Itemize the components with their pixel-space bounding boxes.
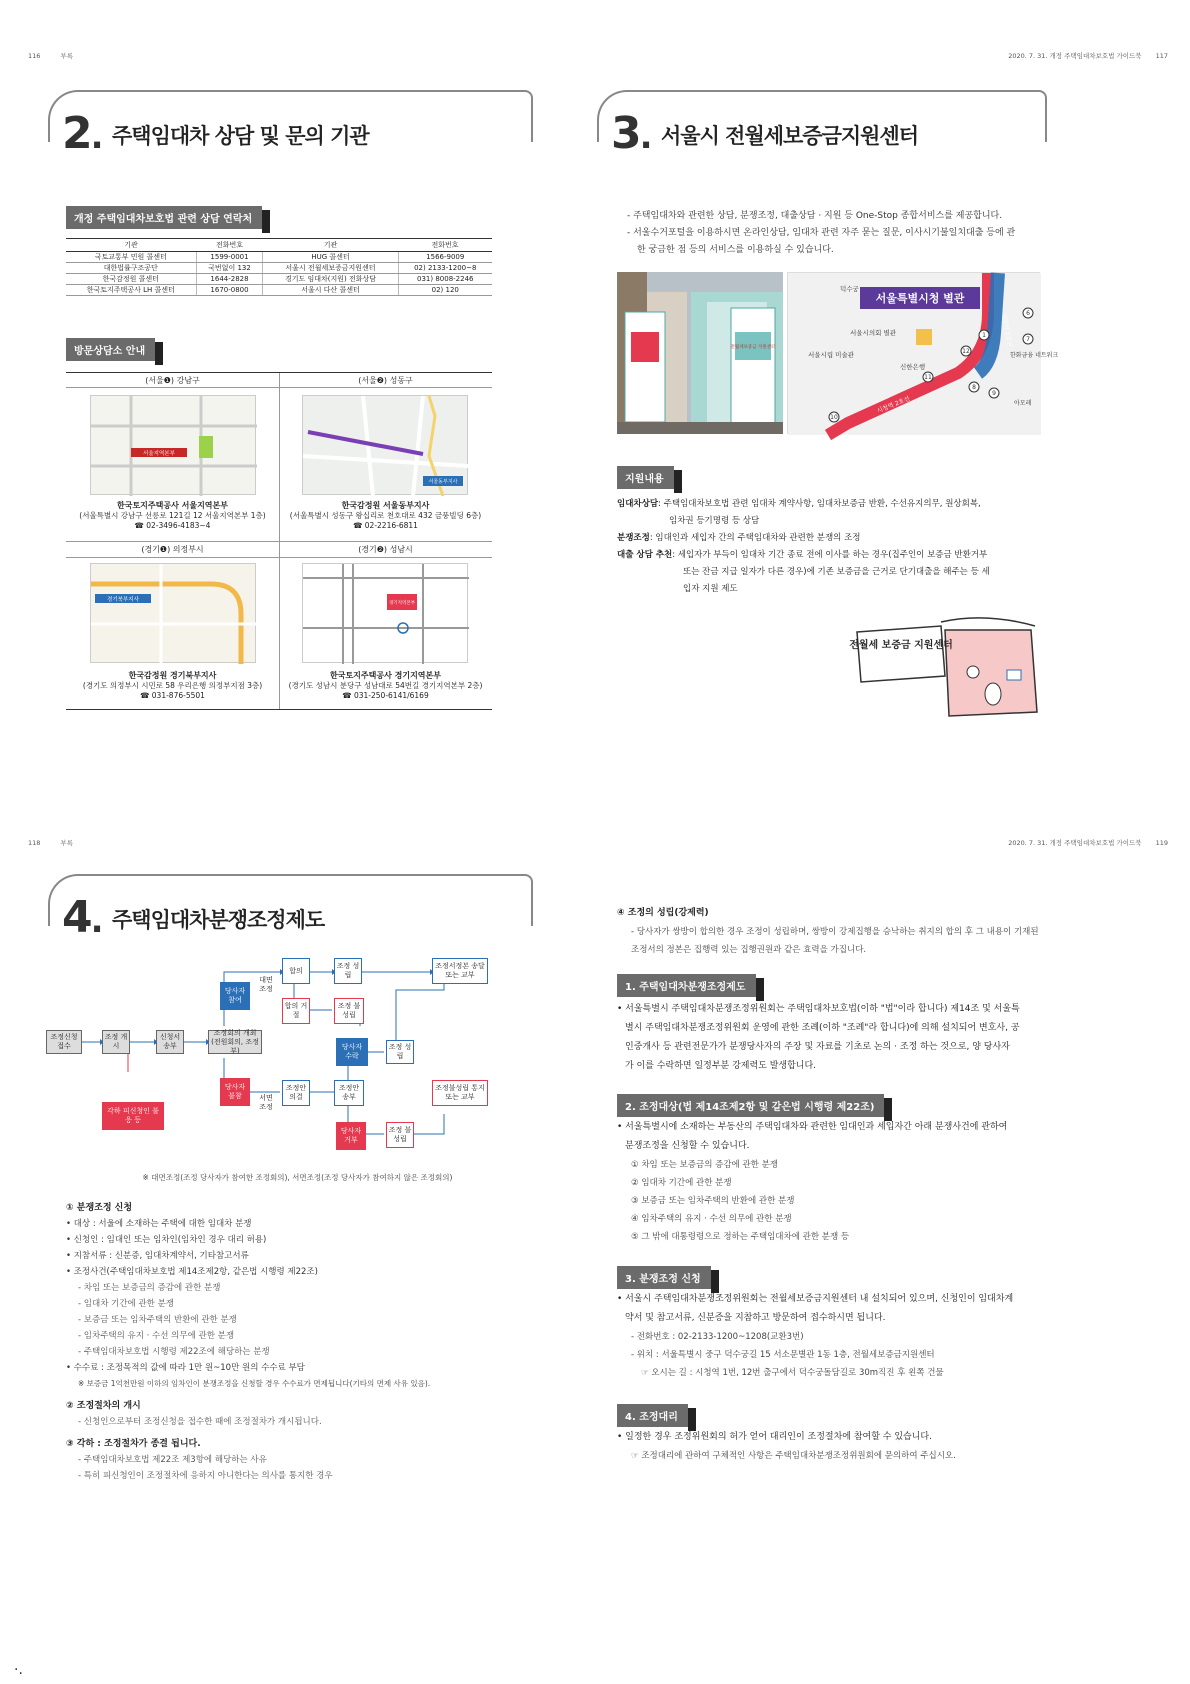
flow-fail1: 조정 불성립: [334, 998, 364, 1024]
map-exit: 9: [992, 390, 996, 397]
flow-party-accept: 당사자 수락: [336, 1038, 368, 1066]
map-exit: 1: [982, 332, 986, 339]
flow-party-attend: 당사자 참여: [220, 982, 250, 1010]
section-number: 2.: [62, 108, 102, 159]
flow-start2: 조정 개시: [102, 1030, 130, 1054]
flow-face: 대면 조정: [259, 976, 273, 993]
page-116: [0, 0, 595, 842]
sec3-intro: - 주택임대차와 관련한 상담, 분쟁조정, 대출상담 · 지원 등 One-Stop 종합서비스를 제공합니다. - 서울수거포털을 이용하시면 온라인상담, 임대차 관련 자주 묻는 질문, 이사시기불일치대출 등에 관 한 궁금한 점 등의 서비스를 이용하실 수 있습니다.: [627, 211, 1016, 255]
flow-proposal: 조정안 의결: [282, 1080, 310, 1106]
visit-head-gyeonggi1: (경기❶) 의정부시: [141, 545, 204, 554]
map-seoul1: [90, 395, 256, 495]
support-list: 임대차상담: 주택임대차보호법 관련 임대차 계약사항, 임대차보증금 반환, 수선유지의무, 원상회복, 임차권 등기명령 등 상담 분쟁조정: 임대인과 세입자 간의 주택임대차와 관련한 분쟁의 조정 대출 상담 추천: 세입자가 부득이 임대차 기간 종료 전에 이사를 하는 경우(집주인이 보증금 반환거부 또는 잔금 지급 일자가 다른 경우)에 기존 보증금을 근거로 단기대출을 해주는 등 세 입자 지원 제도: [617, 499, 990, 594]
visit-centers: [66, 372, 492, 710]
item-bullet: • 대상 : 서울에 소재하는 주택에 대한 임대차 분쟁: [66, 1219, 252, 1229]
flow-success2: 조정 성립: [386, 1040, 414, 1064]
corner-mark: ·.: [14, 1662, 23, 1678]
running-header: 2020. 7. 31. 개정 주택임대차보호법 가이드북 119: [1008, 839, 1168, 847]
sub-tag-2: 2. 조정대상(법 제14조제2항 및 같은법 시행령 제22조): [617, 1094, 884, 1117]
item-bullet: • 신청인 : 임대인 또는 임차인(임차인 경우 대리 허용): [66, 1235, 267, 1245]
item-heading: ③ 각하 : 조정절차가 종결 됩니다.: [66, 1439, 201, 1449]
visit-head-seoul1: (서울❶) 강남구: [145, 376, 200, 385]
dispute-flowchart: [44, 954, 504, 1164]
map-place: 덕수궁: [840, 285, 859, 293]
sub2-body: • 서울특별시에 소재하는 부동산의 주택임대차와 관련한 임대인과 세입자간 아래 분쟁사건에 관하여 분쟁조정을 신청할 수 있습니다. ① 차임 또는 보증금의 증감에 관한 분쟁 ② 임대차 기간에 관한 분쟁 ③ 보증금 또는 임차주택의 반환에 관한 분쟁 ④ 임차주택의 유지 · 수선 의무에 관한 분쟁 ⑤ 그 밖에 대통령령으로 정하는 주택임대차에 관한 분쟁 등: [617, 1122, 1008, 1242]
map-exit: 10: [830, 414, 838, 421]
map-exit: 7: [1026, 336, 1030, 343]
flow-start3: 신청서 송부: [156, 1030, 184, 1054]
section-title: 서울시 전월세보증금지원센터: [661, 124, 919, 148]
item-sub: - 특히 피신청인이 조정절차에 응하지 아니한다는 의사를 통지한 경우: [78, 1471, 333, 1481]
map-label-gyeonggi1: 경기북부지사: [107, 597, 139, 603]
map-gyeonggi1: [90, 563, 256, 663]
contacts-tag: 개정 주택임대차보호법 관련 상담 연락처: [66, 206, 262, 229]
item-sub: - 주택임대차보호법 제22조 제3항에 해당하는 사유: [78, 1455, 267, 1465]
sub-tag-4: 4. 조정대리: [617, 1404, 688, 1427]
page-119: [595, 839, 1190, 1684]
map-place: 한화금융 네트워크: [1010, 352, 1059, 359]
item-sub: - 보증금 또는 임차주택의 반환에 관한 분쟁: [78, 1315, 237, 1325]
table-row: 한국토지주택공사 LH 콜센터 1670-0800 서울시 다산 콜센터 02) 120: [66, 285, 492, 296]
flow-note: ※ 대면조정(조정 당사자가 참여한 조정회의), 서면조정(조정 당사자가 참여하지 않은 조정회의): [142, 1173, 453, 1182]
map-exit: 11: [924, 374, 932, 381]
character-illustration: [845, 612, 1045, 720]
flow-written: 서면 조정: [259, 1094, 273, 1111]
item-sub: - 주택임대차보호법 시행령 제22조에 해당하는 분쟁: [78, 1347, 270, 1357]
item-sub: - 신청인으로부터 조정신청을 접수한 때에 조정절차가 개시됩니다.: [78, 1417, 322, 1427]
contacts-table: 기관 전화번호 기관 전화번호 국토교통부 민원 콜센터 1599-0001 HUG 콜센터 1566-9009 대한법률구조공단 국번없이 132 서울시 전월세보증금지원센터 02) 2133-1200~8 한국감정원 콜센터 1644-2828 경기도 임대차(지원) 전화상담 031) 8008-2246 한국토지주택공사 LH 콜센터 1670-0800 서울시 다산 콜센터 02) 120: [66, 238, 492, 296]
map-line: 시청역 1호선: [1000, 312, 1013, 348]
visit-caption-seoul1: 한국토지주택공사 서울지역본부 (서울특별시 강남구 선릉로 121길 12 서울지역본부 1층) ☎ 02-3496-4183~4: [79, 501, 266, 530]
map-exit: 8: [972, 384, 976, 391]
flow-result1: 조정서정본 송달 또는 교부: [432, 958, 488, 984]
item-note: ※ 보증금 1억천만원 이하의 임차인이 분쟁조정을 신청할 경우 수수료가 면제됩니다(기타의 면제 사유 있음).: [78, 1379, 431, 1388]
map-exit: 12: [962, 348, 970, 355]
item-heading: ① 분쟁조정 신청: [66, 1203, 133, 1213]
table-row: 한국감정원 콜센터 1644-2828 경기도 임대차(지원) 전화상담 031) 8008-2246: [66, 274, 492, 285]
flow-start4: 조정회의 개최 (전원회의, 조정부): [208, 1030, 262, 1054]
character-sign-text: 전월세 보증금 지원센터: [849, 640, 953, 651]
sub4-body: • 일정한 경우 조정위원회의 허가 얻어 대리인이 조정절차에 참여할 수 있습니다. ☞ 조정대리에 관하여 구체적인 사항은 주택임대차분쟁조정위원회에 문의하여 주십시오.: [617, 1432, 956, 1461]
flow-agree: 합의: [282, 958, 310, 984]
flow-party-reject: 당사자 거부: [336, 1122, 366, 1150]
running-header: 116 부록: [28, 52, 73, 60]
map-exit: 6: [1026, 310, 1030, 317]
item-heading: ② 조정절차의 개시: [66, 1401, 141, 1411]
section-title: 주택임대차분쟁조정제도: [112, 908, 325, 932]
item4: ④ 조정의 성립(강제력) - 당사자가 쌍방이 합의한 경우 조정이 성립하며, 쌍방이 강제집행을 승낙하는 취지의 합의 후 그 내용이 기재된 조정서의 정본은 집행력 있는 집행권원과 같은 효력을 가집니다.: [617, 908, 1039, 955]
visit-head-gyeonggi2: (경기❷) 성남시: [358, 545, 413, 554]
flow-party-absent: 당사자 불참: [220, 1078, 250, 1106]
item-sub: - 차임 또는 보증금의 증감에 관한 분쟁: [78, 1283, 221, 1293]
map-label-seoul2: 서울동부지사: [428, 479, 458, 485]
page-117: [595, 0, 1190, 842]
sub3-body: • 서울시 주택임대차분쟁조정위원회는 전월세보증금지원센터 내 설치되어 있으며, 신청인이 임대차계 약서 및 참고서류, 신분증을 지참하고 방문하여 접수하시면 됩니다. - 전화번호 : 02-2133-1200~1208(교환3번) - 위치 : 서울특별시 중구 덕수궁길 15 서소문별관 1동 1층, 전월세보증금지원센터 ☞ 오시는 길 : 시청역 1번, 12번 출구에서 덕수궁돌담길로 30m직진 후 왼쪽 건물: [617, 1294, 1014, 1378]
flow-refuse: 합의 거절: [282, 998, 310, 1024]
item-bullet: • 지참서류 : 신분증, 임대차계약서, 기타참고서류: [66, 1251, 249, 1261]
map-line: 시청역 2호선: [876, 395, 911, 415]
support-tag: 지원내용: [617, 466, 674, 489]
map-label-gyeonggi2: 경기지역본부: [388, 601, 416, 606]
location-map: [787, 272, 1059, 434]
section-number: 3.: [611, 108, 651, 159]
map-place: 아모레: [1014, 400, 1032, 407]
section-title: 주택임대차 상담 및 문의 기관: [112, 124, 369, 148]
map-place: 신한은행: [900, 363, 926, 371]
flow-reject-box: 각하 피신청인 불응 등: [102, 1102, 164, 1130]
poster-text: 전월세보증금 지원센터: [730, 345, 776, 350]
item-sub: - 임차주택의 유지 · 수선 의무에 관한 분쟁: [78, 1331, 235, 1341]
visit-tag: 방문상담소 안내: [66, 338, 155, 361]
flow-send: 조정안 송부: [334, 1080, 364, 1106]
visit-caption-gyeonggi2: 한국토지주택공사 경기지역본부 (경기도 성남시 분당구 성남대로 54번길 경기지역본부 2층) ☎ 031-250-6141/6169: [288, 671, 483, 700]
map-title: 서울특별시청 별관: [875, 292, 965, 305]
table-row: 국토교통부 민원 콜센터 1599-0001 HUG 콜센터 1566-9009: [66, 252, 492, 263]
sub1-body: • 서울특별시 주택임대차분쟁조정위원회는 주택임대차보호법(이하 "법"이라 합니다) 제14조 및 서울특 별시 주택임대차분쟁조정위원회 운영에 관한 조례(이하 "조례"라 합니다)에 의해 설치되어 변호사, 공 인중개사 등 관련전문가가 분쟁당사자의 주장 및 자료를 기초로 논의 · 조정 하는 것으로, 양 당사자 가 이를 수락하면 일정부분 강제력도 발생합니다.: [617, 1004, 1020, 1071]
visit-caption-seoul2: 한국감정원 서울동부지사 (서울특별시 성동구 왕십리로 천호대로 432 금풍빌딩 6층) ☎ 02-2216-6811: [289, 501, 482, 530]
flow-fail2: 조정 불성립: [386, 1122, 414, 1148]
map-gyeonggi2: [302, 563, 468, 663]
visit-caption-gyeonggi1: 한국감정원 경기북부지사 (경기도 의정부시 시민로 58 우리은행 의정부지점 3층) ☎ 031-876-5501: [82, 671, 263, 700]
flow-start1: 조정신청 접수: [46, 1030, 82, 1054]
sub-tag-3: 3. 분쟁조정 신청: [617, 1266, 711, 1289]
map-label-seoul1: 서울지역본부: [143, 451, 175, 457]
sec4-body: [66, 1200, 506, 1484]
flow-success1: 조정 성립: [334, 958, 362, 984]
item-bullet: • 조정사건(주택임대차보호법 제14조제2항, 같은법 시행령 제22조): [66, 1267, 318, 1277]
visit-head-seoul2: (서울❷) 성동구: [358, 376, 413, 385]
section-number: 4.: [62, 892, 102, 943]
item-bullet: • 수수료 : 조정목적의 값에 따라 1만 원~10만 원의 수수료 부담: [66, 1363, 305, 1373]
page-118: [0, 839, 595, 1684]
flow-result2: 조정불성립 통지 또는 교부: [432, 1080, 488, 1106]
sub-tag-1: 1. 주택임대차분쟁조정제도: [617, 974, 756, 997]
center-photo: [617, 272, 783, 434]
running-header: 118 부록: [28, 839, 73, 847]
map-place: 서울시의회 별관: [850, 329, 897, 337]
table-row: 대한법률구조공단 국번없이 132 서울시 전월세보증금지원센터 02) 2133-1200~8: [66, 263, 492, 274]
map-place: 서울시립 미술관: [808, 351, 855, 359]
map-seoul2: [302, 395, 468, 495]
item-sub: - 임대차 기간에 관한 분쟁: [78, 1299, 174, 1309]
running-header: 2020. 7. 31. 개정 주택임대차보호법 가이드북 117: [1008, 52, 1168, 60]
